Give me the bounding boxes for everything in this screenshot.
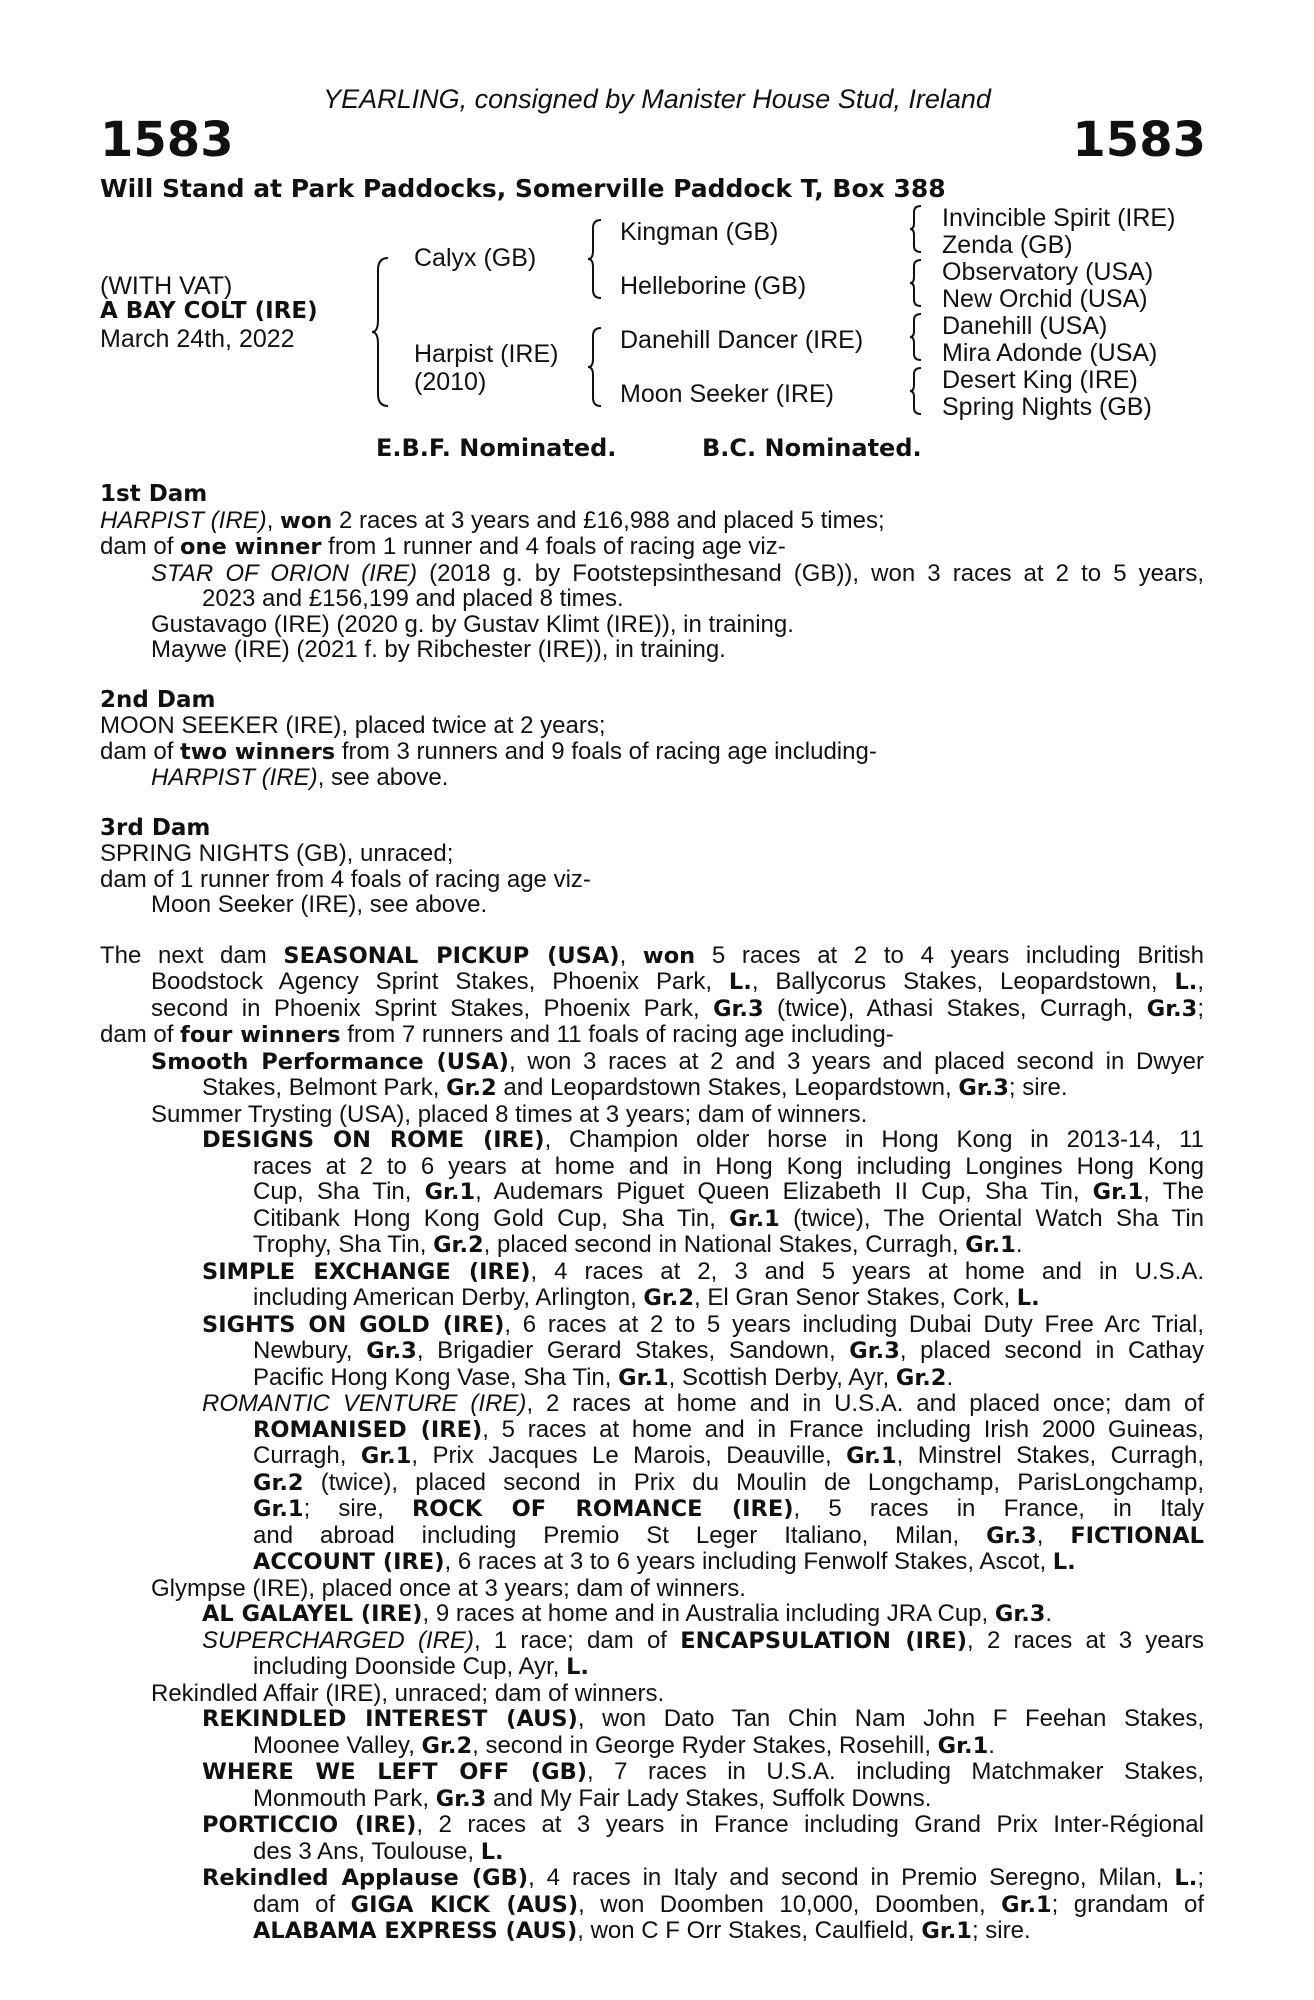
text-run: Gr.1: [253, 1496, 304, 1522]
text-run: ROCK OF ROMANCE (IRE): [411, 1496, 794, 1522]
text-run: SEASONAL PICKUP (USA): [283, 942, 620, 969]
text-line: [100, 1839, 1204, 1866]
text-run: , 1 race; dam of: [473, 1626, 681, 1654]
text-run: Gustavago (IRE) (2020 g. by Gustav Klimt (IRE)), in training.: [151, 610, 794, 638]
text-run: , 9 races at home and in Australia including JRA Cup,: [422, 1600, 995, 1627]
text-run: L.: [1174, 969, 1198, 995]
text-line: [100, 1918, 1204, 1945]
text-run: REKINDLED INTEREST (AUS): [202, 1706, 578, 1732]
text-run: Gr.2: [433, 1232, 484, 1258]
text-run: SUPERCHARGED (IRE): [202, 1626, 474, 1654]
first-dam-title: 1st Dam: [100, 481, 208, 507]
text-run: , 6 races at 3 to 6 years including Fenwolf Stakes, Ascot,: [444, 1548, 1053, 1575]
dam-brace-icon: [586, 326, 606, 408]
text-run: , 2 races at 3 years in France including Grand Prix Inter-Régional: [416, 1811, 1204, 1838]
text-run: , Champion older horse in Hong Kong in 2013-14, 11: [544, 1126, 1204, 1153]
vat-note: (WITH VAT): [100, 272, 233, 300]
text-line: [100, 534, 1204, 561]
text-run: Gr.3: [366, 1338, 417, 1364]
text-line: [100, 508, 1204, 535]
text-line: [100, 867, 1204, 893]
text-line: [100, 1706, 1204, 1733]
text-run: Curragh,: [253, 1442, 361, 1469]
text-run: ROMANISED (IRE): [253, 1416, 483, 1443]
text-line: [100, 892, 1204, 918]
horse-dob: March 24th, 2022: [100, 325, 295, 353]
text-line: [100, 1654, 1204, 1681]
text-run: Maywe (IRE) (2021 f. by Ribchester (IRE)), in training.: [151, 636, 726, 663]
text-run: DESIGNS ON ROME (IRE): [202, 1127, 545, 1153]
text-run: (twice), Athasi Stakes, Curragh,: [763, 994, 1147, 1022]
text-run: Stakes, Belmont Park,: [202, 1074, 447, 1101]
text-run: (twice), The Oriental Watch Sha Tin: [779, 1204, 1205, 1232]
text-run: Gr.2: [643, 1285, 694, 1311]
dam-year: (2010): [414, 368, 487, 396]
text-run: , 4 races at 2, 3 and 5 years at home and in U.S.A.: [530, 1257, 1204, 1285]
text-run: Gr.1: [937, 1732, 989, 1759]
text-run: and My Fair Lady Stakes, Suffolk Downs.: [486, 1784, 932, 1812]
text-run: , won Dato Tan Chin Nam John F Feehan Stakes,: [577, 1705, 1204, 1732]
text-run: L.: [728, 969, 752, 995]
text-run: , 5 races at home and in France including Irish 2000 Guineas,: [482, 1415, 1204, 1443]
text-run: ;: [1197, 1864, 1204, 1891]
text-run: Gr.1: [846, 1443, 897, 1469]
text-line: [100, 1496, 1204, 1523]
text-run: , second in George Ryder Stakes, Rosehill,: [472, 1731, 938, 1759]
text-run: WHERE WE LEFT OFF (GB): [202, 1759, 588, 1785]
text-line: [100, 1865, 1204, 1892]
stand-location: Will Stand at Park Paddocks, Somerville Paddock T, Box 388: [100, 174, 946, 203]
text-line: [100, 1443, 1204, 1470]
text-run: L.: [1052, 1549, 1076, 1575]
text-run: , Minstrel Stakes, Curragh,: [896, 1442, 1205, 1469]
text-run: dam of: [100, 533, 181, 560]
text-line: [100, 1417, 1204, 1444]
text-run: Gr.2: [446, 1075, 497, 1101]
text-run: Gr.3: [958, 1075, 1009, 1101]
dam-dam: Moon Seeker (IRE): [620, 380, 834, 408]
text-run: The next dam: [100, 941, 284, 969]
text-line: [100, 943, 1204, 970]
text-run: SIGHTS ON GOLD (IRE): [202, 1311, 505, 1338]
text-run: ACCOUNT (IRE): [253, 1549, 445, 1575]
text-run: from 7 runners and 11 foals of racing age including-: [340, 1021, 894, 1048]
text-run: Summer Trysting (USA), placed 8 times at 3 years; dam of winners.: [151, 1100, 868, 1128]
text-run: Boodstock Agency Sprint Stakes, Phoenix Park,: [151, 968, 729, 995]
text-line: [100, 739, 1204, 766]
gen3-brace-3-icon: [908, 312, 926, 362]
third-dam-title: 3rd Dam: [100, 814, 211, 841]
text-run: , placed second in National Stakes, Curragh,: [483, 1231, 966, 1258]
text-run: Gr.3: [435, 1785, 487, 1812]
text-run: ;: [1197, 994, 1204, 1022]
text-run: dam of: [100, 737, 181, 765]
text-run: HARPIST (IRE): [100, 506, 267, 534]
ancestor-ssd: Zenda (GB): [942, 231, 1073, 259]
text-run: L.: [566, 1654, 589, 1680]
text-run: Gr.1: [360, 1443, 412, 1469]
text-run: , placed second in Cathay: [899, 1337, 1204, 1364]
text-line: [100, 1812, 1204, 1839]
text-line: [100, 1733, 1204, 1760]
text-line: [100, 561, 1204, 587]
text-line: [100, 1523, 1204, 1550]
text-run: Rekindled Applause (GB): [202, 1865, 529, 1891]
text-run: (2018 g. by Footstepsinthesand (GB)), won 3 races at 2 to 5 years,: [417, 559, 1204, 587]
text-line: [100, 1075, 1204, 1102]
text-line: [100, 713, 1204, 739]
dam-sections: [100, 482, 1204, 1945]
text-run: Rekindled Affair (IRE), unraced; dam of winners.: [151, 1679, 665, 1707]
text-run: STAR OF ORION (IRE): [151, 559, 418, 587]
text-run: second in Phoenix Sprint Stakes, Phoenix Park,: [151, 994, 714, 1022]
text-line: [100, 1285, 1204, 1312]
bc-nomination: B.C. Nominated.: [702, 434, 922, 462]
text-run: and Leopardstown Stakes, Leopardstown,: [496, 1074, 959, 1101]
text-run: Gr.3: [986, 1522, 1037, 1549]
text-run: Monmouth Park,: [253, 1784, 436, 1812]
text-run: Glympse (IRE), placed once at 3 years; dam of winners.: [151, 1574, 746, 1602]
text-line: [100, 1576, 1204, 1602]
text-run: ,: [619, 941, 643, 969]
text-run: , 5 races in France, in Italy: [793, 1495, 1205, 1522]
text-line: [100, 1759, 1204, 1786]
text-run: dam of: [253, 1890, 351, 1918]
text-run: .: [1015, 1231, 1023, 1258]
text-run: Gr.3: [1146, 995, 1198, 1022]
text-line: [100, 1365, 1204, 1392]
text-line: [100, 1127, 1204, 1154]
text-run: ALABAMA EXPRESS (AUS): [253, 1918, 578, 1944]
text-run: , 7 races in U.S.A. including Matchmaker Stakes,: [587, 1758, 1205, 1785]
first-dam-text: [100, 508, 1204, 663]
text-run: PORTICCIO (IRE): [202, 1812, 417, 1838]
text-run: , 6 races at 2 to 5 years including Dubai Duty Free Arc Trial,: [504, 1310, 1204, 1338]
text-run: ,: [266, 506, 281, 534]
text-run: , 2 races at home and in U.S.A. and placed once; dam of: [526, 1390, 1205, 1417]
text-run: Gr.1: [1092, 1179, 1144, 1205]
text-line: [100, 1259, 1204, 1286]
text-line: [100, 586, 1204, 612]
text-run: , 4 races in Italy and second in Premio Seregno, Milan,: [528, 1864, 1175, 1891]
text-run: L.: [480, 1838, 504, 1865]
text-line: [100, 841, 1204, 867]
text-run: , Audemars Piguet Queen Elizabeth II Cup, Sha Tin,: [475, 1178, 1093, 1205]
text-run: Gr.1: [1001, 1891, 1052, 1918]
text-run: ROMANTIC VENTURE (IRE): [202, 1390, 527, 1417]
text-run: 2 races at 3 years and £16,988 and placed 5 times;: [332, 506, 885, 534]
text-run: dam of: [100, 1021, 181, 1048]
ancestor-sdd: New Orchid (USA): [942, 285, 1148, 313]
text-run: dam of 1 runner from 4 foals of racing age viz-: [100, 865, 591, 893]
text-run: Cup, Sha Tin,: [253, 1178, 425, 1205]
text-run: won: [642, 942, 696, 969]
text-line: [100, 1391, 1204, 1417]
ancestor-sss: Invincible Spirit (IRE): [942, 204, 1176, 232]
sire-sire: Kingman (GB): [620, 218, 779, 246]
text-run: MOON SEEKER (IRE), placed twice at 2 years;: [100, 712, 606, 739]
text-run: SPRING NIGHTS (GB), unraced;: [100, 840, 454, 867]
text-run: races at 2 to 6 years at home and in Hong Kong including Longines Hong Kong: [253, 1152, 1204, 1180]
text-run: four winners: [180, 1022, 341, 1048]
third-dam-text: [100, 841, 1204, 918]
text-line: [100, 1549, 1204, 1576]
next-dam-text: [100, 943, 1204, 1945]
text-run: from 3 runners and 9 foals of racing age including-: [335, 737, 877, 765]
sire-name: Calyx (GB): [414, 244, 537, 272]
text-run: ; sire.: [971, 1917, 1031, 1944]
text-run: HARPIST (IRE): [151, 764, 318, 791]
text-run: Gr.1: [424, 1179, 476, 1205]
text-run: won: [280, 507, 333, 534]
ancestor-sds: Observatory (USA): [942, 258, 1154, 286]
text-run: , won 3 races at 2 and 3 years and placed second in Dwyer: [508, 1047, 1204, 1075]
text-line: [100, 765, 1204, 791]
text-run: one winner: [180, 534, 322, 560]
text-run: two winners: [180, 738, 336, 765]
text-run: Newbury,: [253, 1337, 367, 1364]
text-run: ,: [1197, 968, 1204, 995]
text-run: ENCAPSULATION (IRE): [680, 1627, 968, 1654]
ancestor-dss: Danehill (USA): [942, 312, 1108, 340]
text-run: Pacific Hong Kong Vase, Sha Tin,: [253, 1363, 619, 1391]
text-run: FICTIONAL: [1070, 1522, 1204, 1549]
text-line: [100, 1049, 1204, 1076]
ancestor-dds: Desert King (IRE): [942, 366, 1138, 394]
text-run: including American Derby, Arlington,: [253, 1284, 644, 1311]
text-run: , The: [1143, 1178, 1204, 1205]
text-line: [100, 1232, 1204, 1259]
main-brace-icon: [370, 256, 394, 408]
text-run: Moonee Valley,: [253, 1731, 422, 1759]
text-run: Moon Seeker (IRE), see above.: [151, 891, 488, 918]
text-run: , Brigadier Gerard Stakes, Sandown,: [416, 1337, 850, 1364]
sire-brace-icon: [586, 218, 606, 300]
text-run: , won Doomben 10,000, Doomben,: [578, 1890, 1002, 1918]
ancestor-dsd: Mira Adonde (USA): [942, 339, 1158, 367]
gen3-brace-1-icon: [908, 204, 926, 254]
text-line: [100, 1628, 1204, 1655]
text-run: and abroad including Premio St Leger Italiano, Milan,: [253, 1521, 987, 1549]
text-run: des 3 Ans, Toulouse,: [253, 1837, 481, 1865]
text-run: , Ballycorus Stakes, Leopardstown,: [751, 968, 1175, 995]
text-line: [100, 1892, 1204, 1919]
second-dam-text: [100, 713, 1204, 791]
text-line: [100, 1102, 1204, 1128]
text-run: Smooth Performance (USA): [151, 1048, 509, 1075]
text-run: Gr.1: [921, 1918, 972, 1944]
gen3-brace-2-icon: [908, 258, 926, 308]
text-run: AL GALAYEL (IRE): [202, 1601, 423, 1627]
text-run: L.: [1174, 1865, 1198, 1891]
text-run: GIGA KICK (AUS): [350, 1891, 579, 1918]
text-line: [100, 612, 1204, 638]
text-run: ; sire,: [303, 1495, 412, 1522]
horse-name: A BAY COLT (IRE): [100, 298, 318, 324]
gen3-brace-4-icon: [908, 366, 926, 416]
text-run: Gr.2: [421, 1732, 473, 1759]
text-line: [100, 1206, 1204, 1233]
text-run: 2023 and £156,199 and placed 8 times.: [202, 585, 624, 612]
lot-number-left: 1583: [100, 112, 234, 168]
text-run: , see above.: [317, 764, 449, 791]
text-run: Gr.1: [618, 1364, 669, 1391]
text-line: [100, 1681, 1204, 1707]
text-run: Gr.1: [729, 1205, 780, 1232]
text-line: [100, 996, 1204, 1023]
text-run: ,: [1036, 1521, 1071, 1549]
text-run: ; grandam of: [1051, 1890, 1205, 1918]
text-run: Gr.3: [713, 995, 764, 1022]
text-line: [100, 1601, 1204, 1628]
text-run: Gr.1: [965, 1232, 1016, 1258]
text-run: including Doonside Cup, Ayr,: [253, 1653, 567, 1680]
ancestor-ddd: Spring Nights (GB): [942, 393, 1152, 421]
text-run: (twice), placed second in Prix du Moulin de Longchamp, ParisLongchamp,: [303, 1468, 1204, 1496]
text-line: [100, 969, 1204, 996]
text-run: , Prix Jacques Le Marois, Deauville,: [411, 1442, 847, 1469]
text-run: .: [1045, 1600, 1053, 1627]
text-run: from 1 runner and 4 foals of racing age viz-: [321, 533, 786, 560]
text-run: , won C F Orr Stakes, Caulfield,: [577, 1917, 922, 1944]
text-line: [100, 1470, 1204, 1497]
text-line: [100, 1154, 1204, 1180]
text-run: Gr.2: [895, 1364, 947, 1391]
text-run: 5 races at 2 to 4 years including British: [695, 941, 1204, 969]
text-run: Citibank Hong Kong Gold Cup, Sha Tin,: [253, 1204, 730, 1232]
lot-number-right: 1583: [1072, 112, 1206, 168]
text-line: [100, 637, 1204, 663]
text-run: SIMPLE EXCHANGE (IRE): [202, 1258, 531, 1285]
text-run: .: [946, 1363, 954, 1391]
text-line: [100, 1022, 1204, 1049]
text-run: , Scottish Derby, Ayr,: [668, 1363, 896, 1391]
dam-name: Harpist (IRE): [414, 340, 559, 368]
text-run: L.: [1016, 1285, 1040, 1311]
text-line: [100, 1312, 1204, 1339]
text-run: Gr.2: [253, 1469, 304, 1496]
text-run: , 2 races at 3 years: [967, 1626, 1204, 1654]
dam-sire: Danehill Dancer (IRE): [620, 326, 864, 354]
text-run: .: [988, 1731, 995, 1759]
text-run: Gr.3: [994, 1601, 1046, 1627]
sire-dam: Helleborine (GB): [620, 272, 807, 300]
ebf-nomination: E.B.F. Nominated.: [376, 434, 617, 462]
text-line: [100, 1179, 1204, 1206]
second-dam-title: 2nd Dam: [100, 686, 216, 713]
text-run: ; sire.: [1008, 1074, 1068, 1101]
text-run: Trophy, Sha Tin,: [253, 1231, 434, 1258]
consignment-line: YEARLING, consigned by Manister House Stud, Ireland: [323, 84, 991, 114]
text-line: [100, 1786, 1204, 1813]
text-run: , El Gran Senor Stakes, Cork,: [693, 1284, 1017, 1311]
text-line: [100, 1338, 1204, 1365]
text-run: Gr.3: [849, 1338, 900, 1364]
